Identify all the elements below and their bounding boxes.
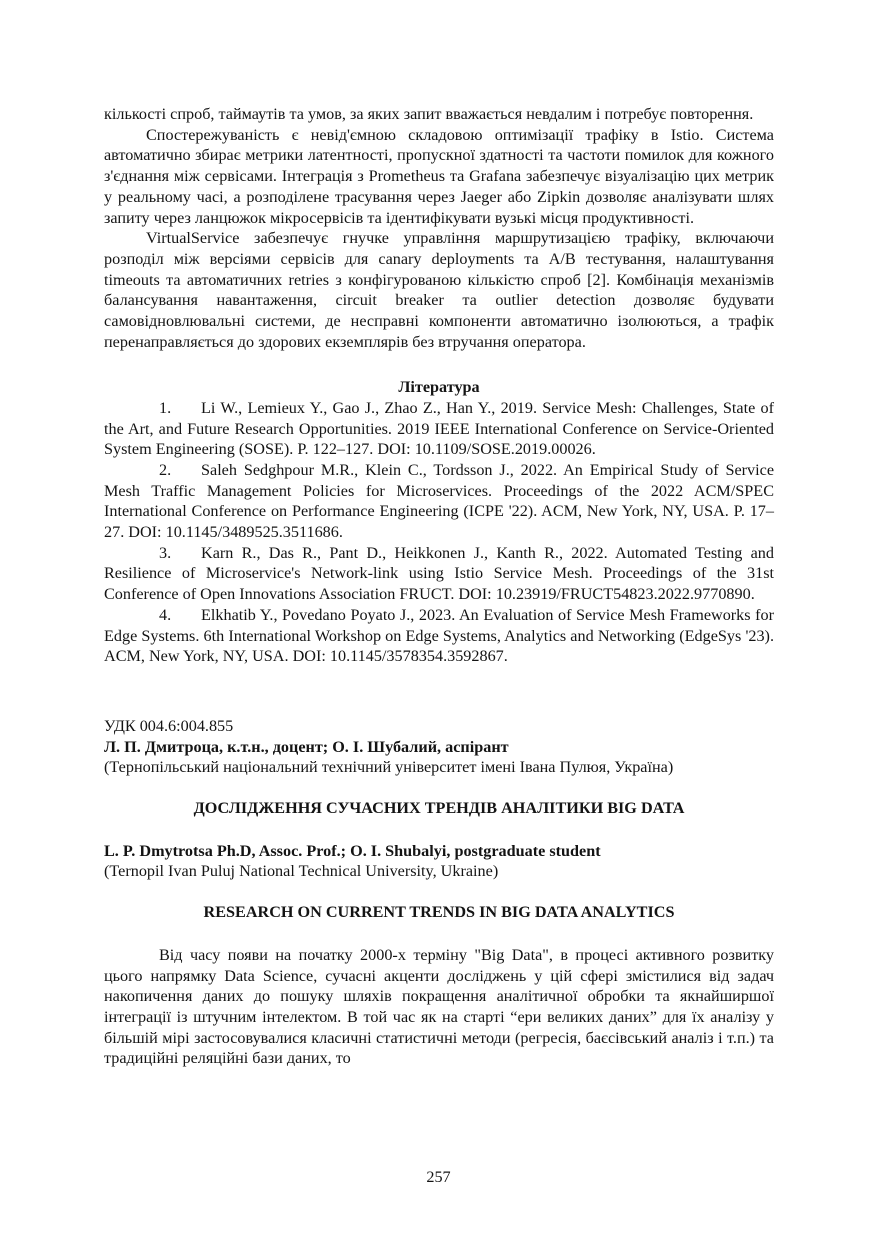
- page-number: 257: [426, 1168, 451, 1186]
- reference-item: [104, 543, 774, 605]
- title-english: RESEARCH ON CURRENT TRENDS IN BIG DATA ANALYTICS: [203, 903, 675, 922]
- spacer: [104, 819, 774, 841]
- reference-text: Elkhatib Y., Povedano Poyato J., 2023. An Evaluation of Service Mesh Frameworks for Edge Systems. 6th International Workshop on Edge Systems, Analytics and Networking (EdgeSys '23). ACM, New York, NY, USA. DOI: 10.1145/3578354.3592867.: [104, 605, 774, 666]
- reference-text: Li W., Lemieux Y., Gao J., Zhao Z., Han Y., 2019. Service Mesh: Challenges, State of the Art, and Future Research Opportunities. 2019 IEEE International Conference on Service-Oriented System Engineering (SOSE). P. 122–127. DOI: 10.1109/SOSE.2019.00026.: [104, 398, 774, 459]
- authors-ukrainian: Л. П. Дмитроца, к.т.н., доцент; О. І. Шубалий, аспірант: [104, 737, 509, 756]
- paragraph-virtualservice: VirtualService забезпечує гнучке управління маршрутизацією трафіку, включаючи розподіл між версіями сервісів для canary deployments та A/B тестування, налаштування timeouts та автоматичних retries з конфігурованою кількістю спроб [2]. Комбінація механізмів балансування навантаження, circuit breaker та outlier detection дозволяє будувати самовідновлювальні системи, де несправні компоненти автоматично ізолюються, а трафік перенаправляється до здорових екземплярів без втручання оператора.: [104, 229, 774, 351]
- article-body-paragraph: Від часу появи на початку 2000-х терміну "Big Data", в процесі активного розвитку цього напрямку Data Science, сучасні акценти досліджень у цій сфері змістилися від задач накопичення даних до пошуку шляхів покращення аналітичної обробки та якнайширшої інтеграції із штучним інтелектом. В той час як на старті “ери великих даних” для їх аналізу у більшій мірі застосовувалися класичні статистичні методи (регресія, баєсівський аналіз і т.п.) та традиційні реляційні бази даних, то: [104, 945, 774, 1068]
- reference-item: [104, 460, 774, 543]
- spacer: [104, 352, 774, 373]
- spacer: [104, 923, 774, 945]
- reference-item: [104, 398, 774, 460]
- affiliation-ukrainian: (Тернопільський національний технічний університет імені Івана Пулюя, Україна): [104, 758, 674, 777]
- reference-item: [104, 605, 774, 667]
- reference-number: 2.: [159, 460, 172, 479]
- udk-code: УДК 004.6:004.855: [104, 716, 234, 735]
- title-ukrainian: ДОСЛІДЖЕННЯ СУЧАСНИХ ТРЕНДІВ АНАЛІТИКИ BIG DATA: [193, 799, 685, 818]
- reference-text: Saleh Sedghpour M.R., Klein C., Tordsson J., 2022. An Empirical Study of Service Mesh Traffic Management Policies for Microservices. Proceedings of the 2022 ACM/SPEC International Conference on Performance Engineering (ICPE '22). ACM, New York, NY, USA. P. 17–27. DOI: 10.1145/3489525.3511686.: [104, 460, 774, 542]
- paragraph-observability: Спостережуваність є невід'ємною складовою оптимізації трафіку в Istio. Система автоматично збирає метрики латентності, пропускної здатності та частоти помилок для кожного з'єднання між сервісами. Інтеграція з Prometheus та Grafana забезпечує візуалізацію цих метрик у реальному часі, а розподілене трасування через Jaeger або Zipkin дозволяє аналізувати шлях запиту через ланцюжок мікросервісів та ідентифікувати вузькі місця продуктивності.: [104, 125, 774, 227]
- reference-number: 4.: [159, 605, 172, 624]
- document-page: [104, 104, 774, 1069]
- references-heading: Література: [398, 378, 480, 397]
- references-list: [104, 398, 774, 667]
- authors-english: L. P. Dmytrotsa Ph.D, Assoc. Prof.; O. I. Shubalyi, postgraduate student: [104, 841, 601, 860]
- reference-number: 1.: [159, 398, 172, 417]
- affiliation-english: (Ternopil Ivan Puluj National Technical University, Ukraine): [104, 862, 499, 881]
- reference-number: 3.: [159, 543, 172, 562]
- spacer: [104, 667, 774, 708]
- paragraph-continuation: кількості спроб, таймаутів та умов, за яких запит вважається невдалим і потребує повторення.: [104, 105, 754, 123]
- reference-text: Karn R., Das R., Pant D., Heikkonen J., Kanth R., 2022. Automated Testing and Resilience of Microservice's Network-link using Istio Service Mesh. Proceedings of the 31st Conference of Open Innovations Association FRUCT. DOI: 10.23919/FRUCT54823.2022.9770890.: [104, 543, 774, 604]
